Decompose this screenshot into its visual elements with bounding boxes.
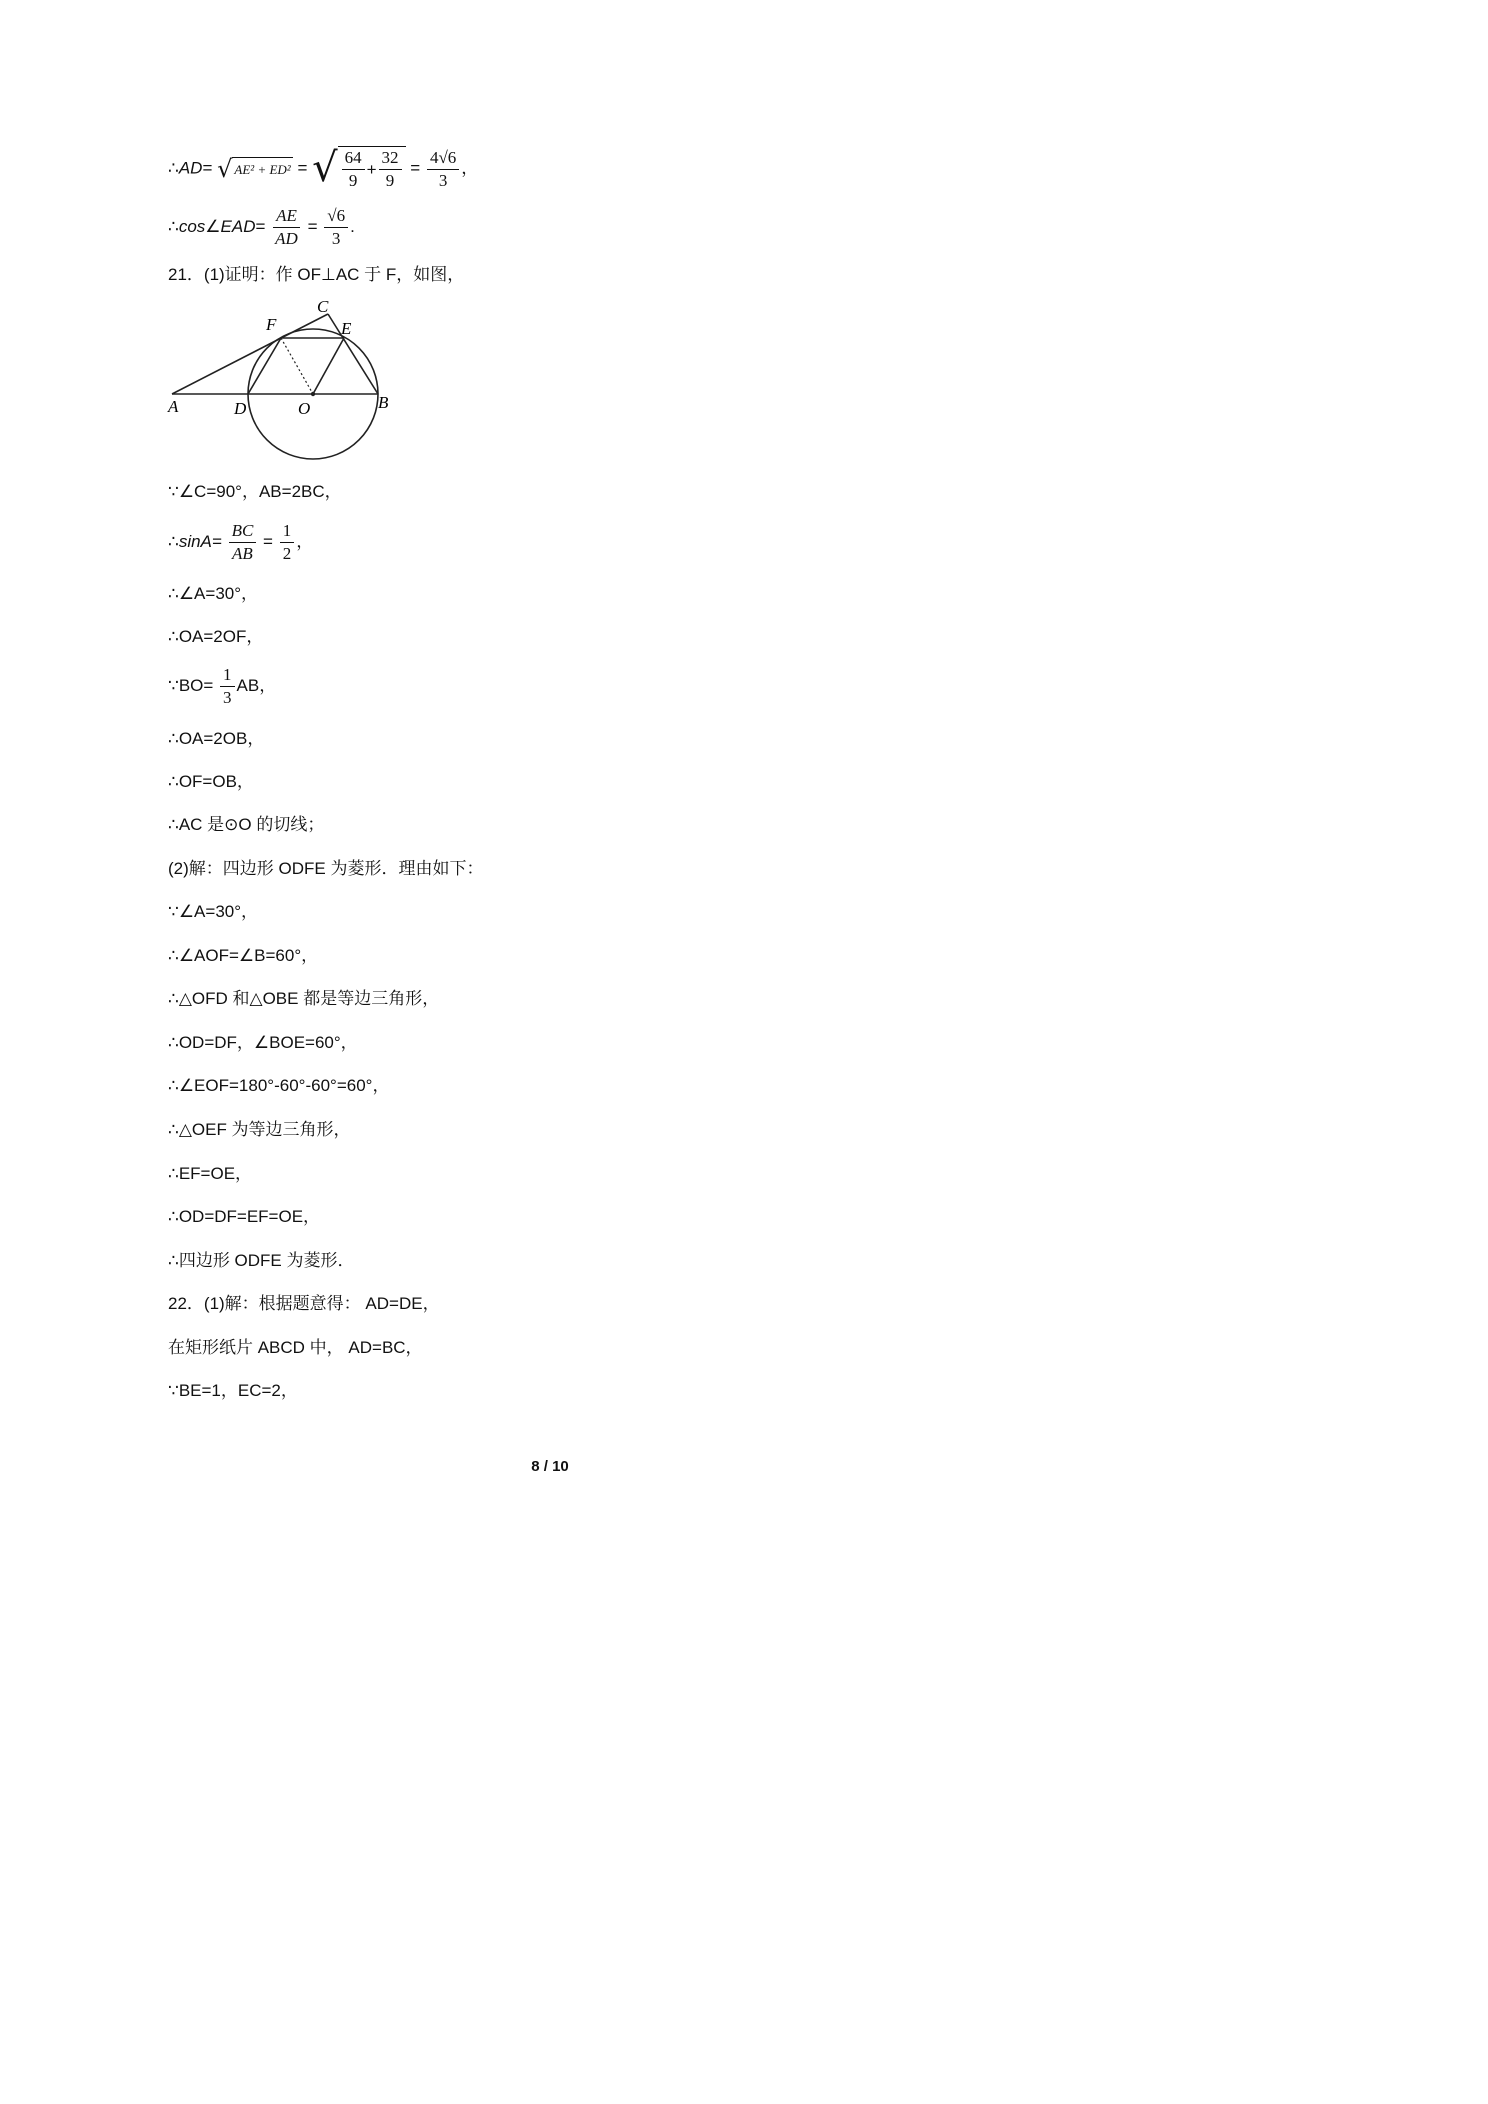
point-o <box>311 392 315 396</box>
text-line: ∴OA=2OF， <box>168 627 264 646</box>
fraction-denominator: 3 <box>223 688 232 707</box>
fraction-numerator: AE <box>273 205 300 228</box>
text-line: ∴OF=OB， <box>168 772 254 791</box>
sqrt-fraction-expression: √ $\frac{64}{9}$ + $\frac{32}{9}$ <box>312 146 405 192</box>
fraction-numerator: 1 <box>220 664 235 687</box>
root-expression: AE² + ED² <box>234 161 291 177</box>
therefore-symbol: ∴ <box>168 216 179 236</box>
q22-heading: 22．(1)解：根据题意得： AD=DE， <box>168 1294 440 1313</box>
geometry-figure <box>160 292 420 464</box>
fraction-numerator: 32 <box>379 147 402 170</box>
text-line: ∴△OFD 和△OBE 都是等边三角形， <box>168 989 440 1008</box>
label-o: O <box>298 399 311 418</box>
sin-label: sinA= <box>178 531 222 551</box>
ad-equation: ∴AD= √ AE² + ED² = √ $\frac{64}{9}$ + $\frac{32}{9}$ = $\frac{4√6}{3}$ ， <box>168 145 479 191</box>
label-b: B <box>378 393 389 412</box>
equals-sign: = <box>202 158 213 178</box>
text-line: ∵BE=1，EC=2， <box>168 1381 298 1400</box>
label-d: D <box>234 399 247 418</box>
label-e: E <box>341 319 352 338</box>
line-eo <box>313 338 344 394</box>
fraction-numerator: 1 <box>280 520 295 543</box>
fraction-denominator: 3 <box>331 229 341 248</box>
text-line: ∴四边形 ODFE 为菱形． <box>168 1251 355 1270</box>
text-line: ∴OD=DF=EF=OE， <box>168 1207 321 1226</box>
therefore-symbol: ∴ <box>168 158 179 178</box>
fraction-denominator: 9 <box>385 171 395 190</box>
text-line: 在矩形纸片 ABCD 中， AD=BC， <box>168 1338 423 1357</box>
q21-heading: 21．(1)证明：作 OF⊥AC 于 F，如图， <box>168 265 465 284</box>
text-line: ∴OD=DF，∠BOE=60°， <box>168 1033 358 1052</box>
fraction-denominator: 3 <box>438 170 448 190</box>
text-line: ∴∠A=30°， <box>168 584 259 603</box>
fraction-numerator: √6 <box>324 205 348 228</box>
label-a: A <box>168 397 179 416</box>
plus-sign: + <box>366 159 377 179</box>
q21-part2-heading: (2)解：四边形 ODFE 为菱形．理由如下： <box>168 859 484 878</box>
text-line: ∴∠EOF=180°-60°-60°=60°， <box>168 1076 390 1095</box>
punctuation: ， <box>296 531 314 551</box>
fraction-denominator: 9 <box>348 171 358 190</box>
text-line: ∴OA=2OB， <box>168 729 265 748</box>
text-line: ∴EF=OE， <box>168 1164 253 1183</box>
sqrt-expression: √ AE² + ED² <box>217 155 291 183</box>
label-f: F <box>266 315 277 334</box>
text-line: ∴AC 是⊙O 的切线； <box>168 815 325 834</box>
punctuation: ， <box>461 158 479 178</box>
fraction-numerator: BC <box>229 520 257 543</box>
punctuation: . <box>350 216 355 236</box>
cos-equation: ∴cos∠EAD= $\frac{AE}{AD}$ = $\frac{√6}{3}$ . <box>168 206 355 248</box>
label-c: C <box>317 297 329 316</box>
bo-label: ∵BO= <box>168 675 214 695</box>
text-line: ∵∠C=90°，AB=2BC， <box>168 482 342 501</box>
fraction-denominator: 2 <box>282 544 292 563</box>
line-ac <box>172 314 328 394</box>
text-line: ∵∠A=30°， <box>168 902 259 921</box>
therefore-symbol: ∴ <box>168 531 179 551</box>
line-of-dashed <box>281 338 313 394</box>
text-line: ∴∠AOF=∠B=60°， <box>168 946 319 965</box>
text-line: ∴△OEF 为等边三角形， <box>168 1120 351 1139</box>
cos-label: cos∠EAD <box>178 216 256 236</box>
ad-label: AD <box>178 158 203 178</box>
bo-suffix: AB， <box>236 675 277 695</box>
bo-equation <box>168 664 276 709</box>
sin-equation: ∴sinA= $\frac{BC}{AB}$ = $\frac{1}{2}$ ， <box>168 521 314 563</box>
page-number: 8 / 10 <box>531 1458 569 1475</box>
fraction-denominator: AB <box>232 544 253 563</box>
fraction-numerator: 64 <box>342 147 365 170</box>
fraction-numerator: 4√6 <box>427 147 459 170</box>
fraction-denominator: AD <box>275 229 298 248</box>
